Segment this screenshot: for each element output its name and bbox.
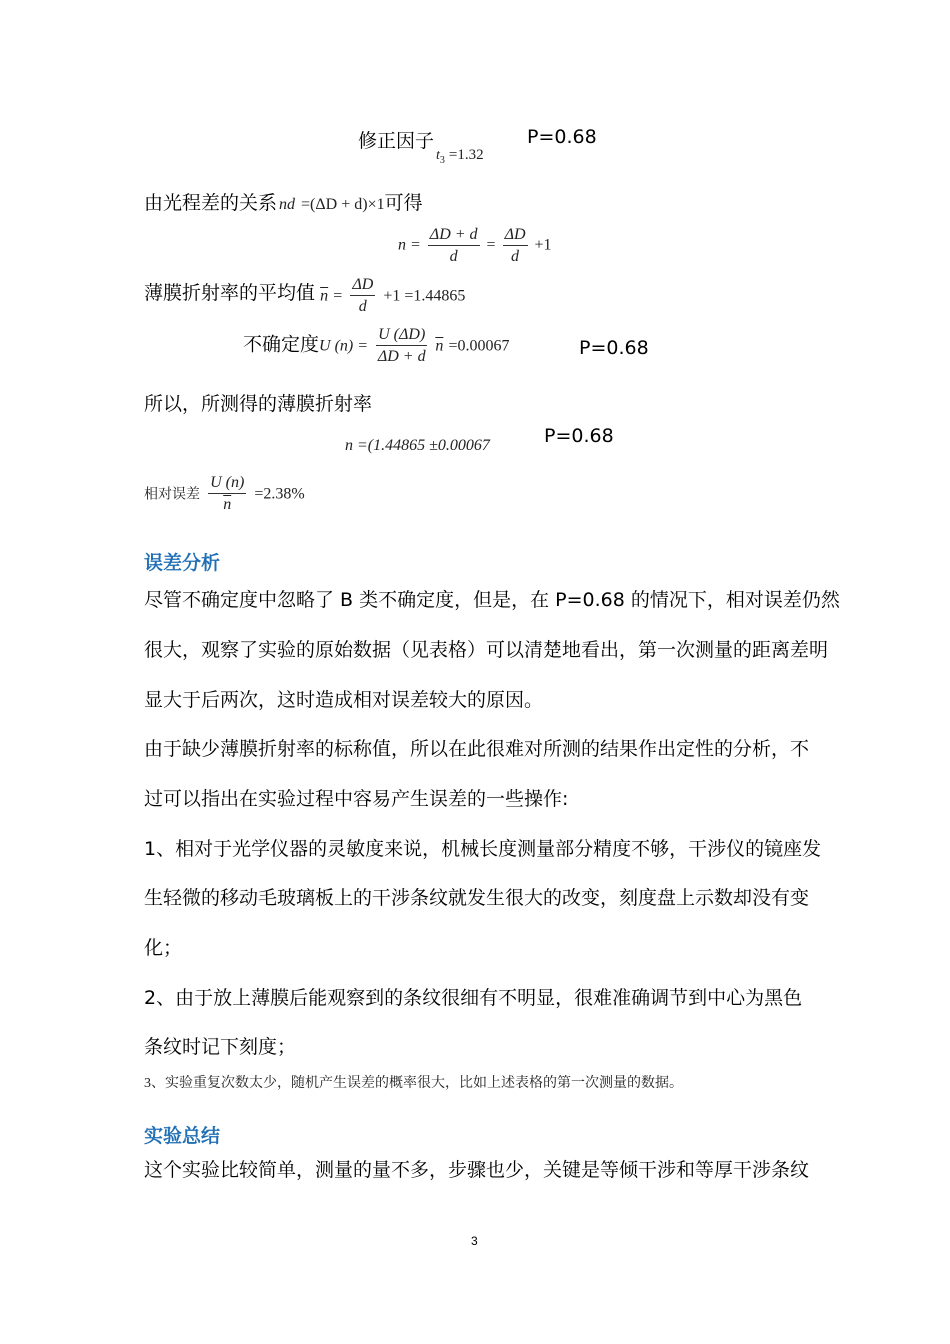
uncert-lhs: U (n) =	[319, 337, 369, 355]
p-value-2: P=0.68	[579, 337, 649, 359]
mean-tail: +1 =1.44865	[383, 287, 466, 305]
so-text: 所以，所测得的薄膜折射率	[144, 393, 373, 415]
n-frac-2: $\frac{\Delta D}{d}$	[504, 226, 526, 265]
error-p2-line-1: 由于缺少薄膜折射率的标称值，所以在此很难对所测的结果作出定性的分析，不	[144, 738, 810, 760]
page-number: 3	[471, 1234, 478, 1248]
mean-frac: $\frac{\Delta D}{d}$	[352, 276, 374, 315]
relation-line	[144, 188, 423, 215]
item-1-line-1: 1、相对于光学仪器的灵敏度来说，机械长度测量部分精度不够，干涉仪的镜座发	[144, 838, 822, 860]
correction-label: 修正因子	[358, 130, 435, 152]
mean-label: 薄膜折射率的平均值	[144, 281, 316, 304]
uncertainty-line	[243, 326, 510, 366]
correction-factor-line	[358, 126, 484, 166]
relerr-label: 相对误差	[144, 487, 200, 503]
error-p2-line-2: 过可以指出在实验过程中容易产生误差的一些操作:	[144, 788, 569, 810]
mean-line	[144, 276, 465, 316]
n-tail: +1	[534, 236, 552, 254]
relerr-frac: $\frac{U (n)}{n}$	[210, 474, 245, 513]
p-value-1: P=0.68	[527, 126, 597, 148]
item-1-line-2: 生轻微的移动毛玻璃板上的干涉条纹就发生很大的改变，刻度盘上示数却没有变	[144, 887, 810, 909]
relation-rhs: =(ΔD + d)×1	[301, 196, 385, 213]
uncert-frac: $\frac{U (\Delta D)}{\Delta D + d}$	[377, 326, 426, 365]
n-frac-1: $\frac{\Delta D + d}{d}$	[429, 226, 478, 265]
item-2-line-2: 条纹时记下刻度；	[144, 1036, 297, 1058]
relation-lhs: nd	[279, 196, 296, 213]
error-p1-line-2: 很大，观察了实验的原始数据（见表格）可以清楚地看出，第一次测量的距离差明	[144, 639, 829, 661]
error-p1-line-3: 显大于后两次，这时造成相对误差较大的原因。	[144, 689, 544, 711]
result-formula: n =(1.44865 ±0.00067	[345, 437, 490, 454]
item-3: 3、实验重复次数太少，随机产生误差的概率很大，比如上述表格的第一次测量的数据。	[144, 1076, 683, 1091]
n-eq-2: =	[486, 236, 496, 254]
uncert-label: 不确定度	[243, 333, 320, 356]
relerr-value: =2.38%	[254, 485, 305, 503]
error-p1-line-1: 尽管不确定度中忽略了 B 类不确定度，但是，在 P=0.68 的情况下，相对误差仍然	[144, 589, 840, 611]
t-symbol: t	[436, 148, 440, 163]
uncert-tail: =0.00067	[448, 337, 510, 355]
summary-heading: 实验总结	[144, 1125, 221, 1147]
item-2-line-1: 2、由于放上薄膜后能观察到的条纹很细有不明显，很难准确调节到中心为黑色	[144, 987, 803, 1009]
uncert-nbar: $\overline{n}$	[435, 337, 444, 355]
summary-line-1: 这个实验比较简单，测量的量不多，步骤也少，关键是等倾干涉和等厚干涉条纹	[144, 1159, 810, 1181]
mean-lhs: $\overline{n}$	[320, 287, 329, 305]
error-analysis-heading: 误差分析	[144, 552, 221, 574]
n-formula	[398, 226, 552, 266]
relation-suffix: 可得	[384, 192, 423, 214]
mean-eq: =	[333, 287, 343, 305]
item-1-line-3: 化；	[144, 937, 183, 959]
t-value: =1.32	[448, 147, 484, 163]
p-value-3: P=0.68	[544, 425, 614, 447]
relation-label: 由光程差的关系	[144, 192, 278, 214]
relative-error-line	[144, 474, 305, 514]
t-subscript: 3	[439, 155, 445, 166]
n-formula-lhs: n =	[398, 236, 421, 254]
